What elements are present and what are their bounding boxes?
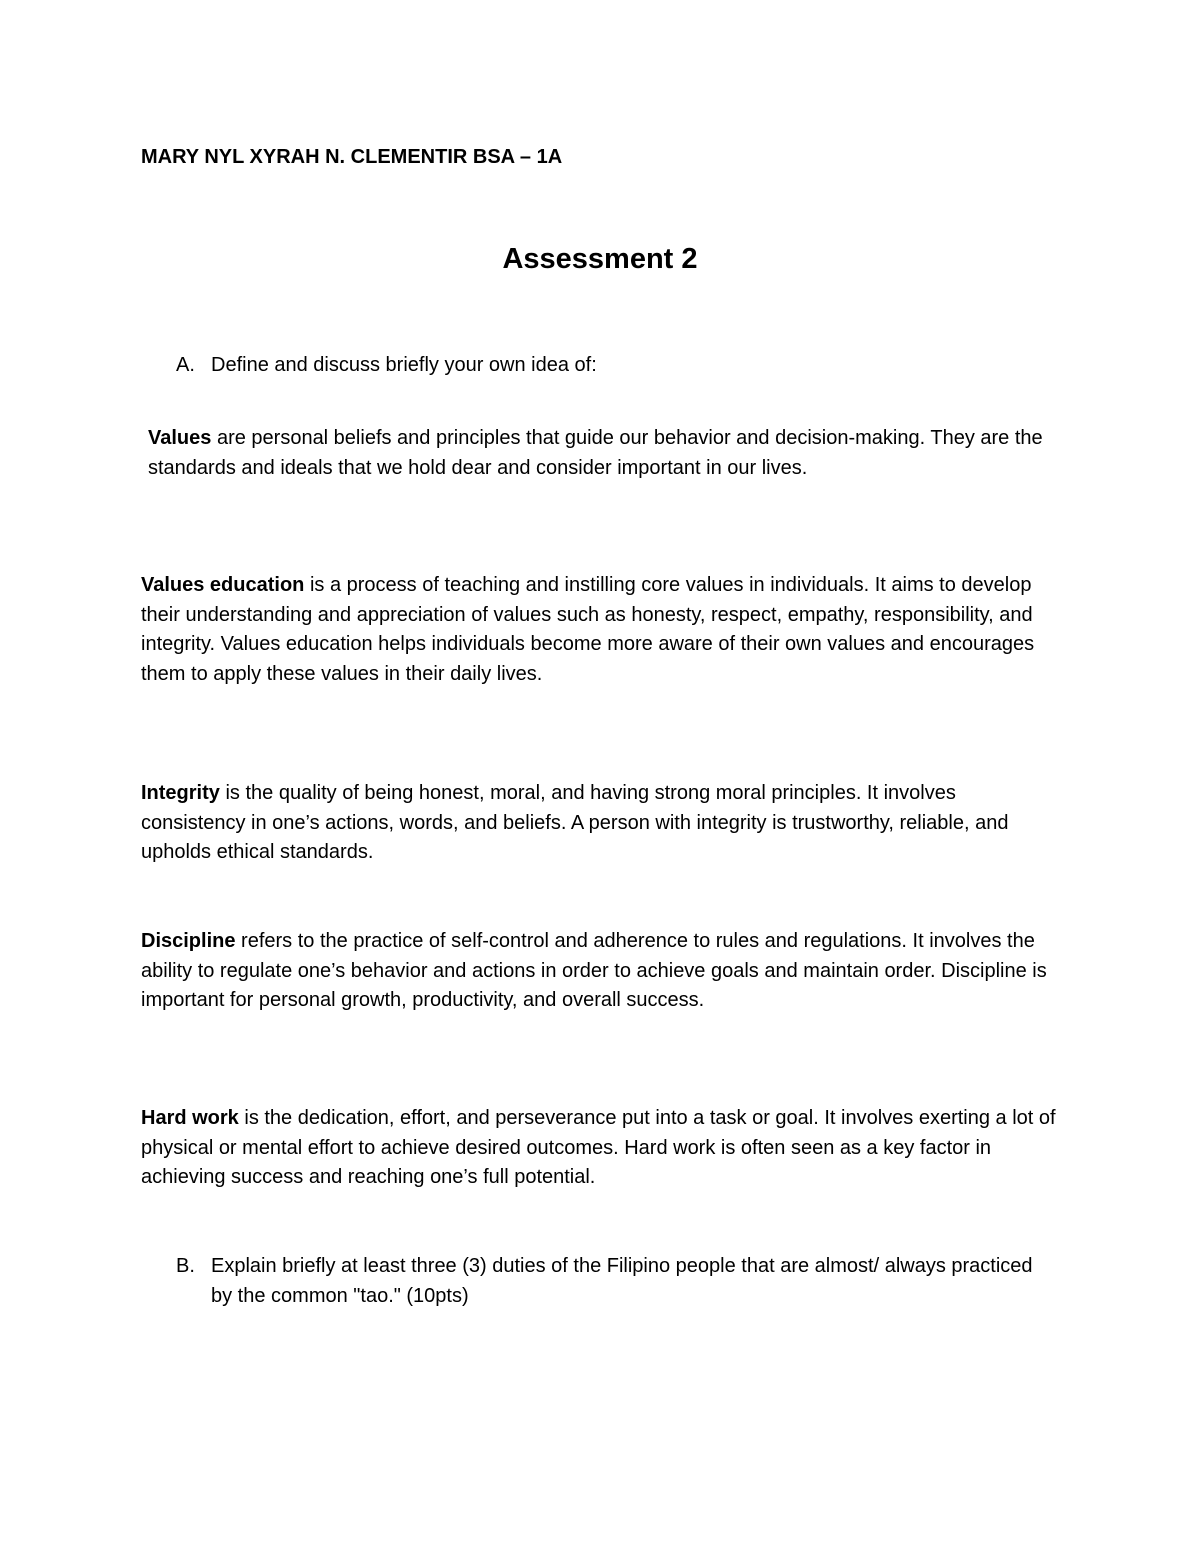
section-b-marker: B. (176, 1255, 195, 1277)
definition-term: Hard work (141, 1107, 239, 1129)
page-title: Assessment 2 (502, 243, 698, 275)
definition-hard-work (141, 1104, 1056, 1193)
section-a-item (176, 351, 1056, 381)
definition-values-education (141, 571, 1056, 689)
definition-discipline (141, 927, 1056, 1016)
definition-term: Values education (141, 574, 305, 596)
definition-body: refers to the practice of self-control and adherence to rules and regulations. It involves the ability to regulate one’s behavior and actions in order to achieve goals and maintain order. Discipline is important for personal growth, productivity, and overall success. (141, 930, 1047, 1011)
section-a-marker: A. (176, 354, 195, 376)
definition-body: is the dedication, effort, and perseverance put into a task or goal. It involves exerting a lot of physical or mental effort to achieve desired outcomes. Hard work is often seen as a key factor in achieving success and reaching one’s full potential. (141, 1107, 1056, 1188)
definition-integrity (141, 779, 1056, 868)
definition-values (148, 424, 1056, 483)
definition-term: Integrity (141, 782, 220, 804)
definition-term: Values (148, 427, 212, 449)
definition-body: is a process of teaching and instilling core values in individuals. It aims to develop their understanding and appreciation of values such as honesty, respect, empathy, responsibility, and integrity. Values education helps individuals become more aware of their own values and encourages them to apply these values in their daily lives. (141, 574, 1035, 685)
definition-body: is the quality of being honest, moral, and having strong moral principles. It involves consistency in one’s actions, words, and beliefs. A person with integrity is trustworthy, reliable, and upholds ethical standards. (141, 782, 1009, 863)
section-a-text: Define and discuss briefly your own idea of: (211, 354, 597, 376)
section-b-text: Explain briefly at least three (3) duties of the Filipino people that are almost/ always practiced by the common "tao." (10pts) (211, 1255, 1033, 1307)
definition-term: Discipline (141, 930, 236, 952)
student-name-header: MARY NYL XYRAH N. CLEMENTIR BSA – 1A (141, 146, 563, 168)
section-b-item (176, 1252, 1036, 1311)
definition-body: are personal beliefs and principles that guide our behavior and decision-making. They are the standards and ideals that we hold dear and consider important in our lives. (148, 427, 1043, 479)
